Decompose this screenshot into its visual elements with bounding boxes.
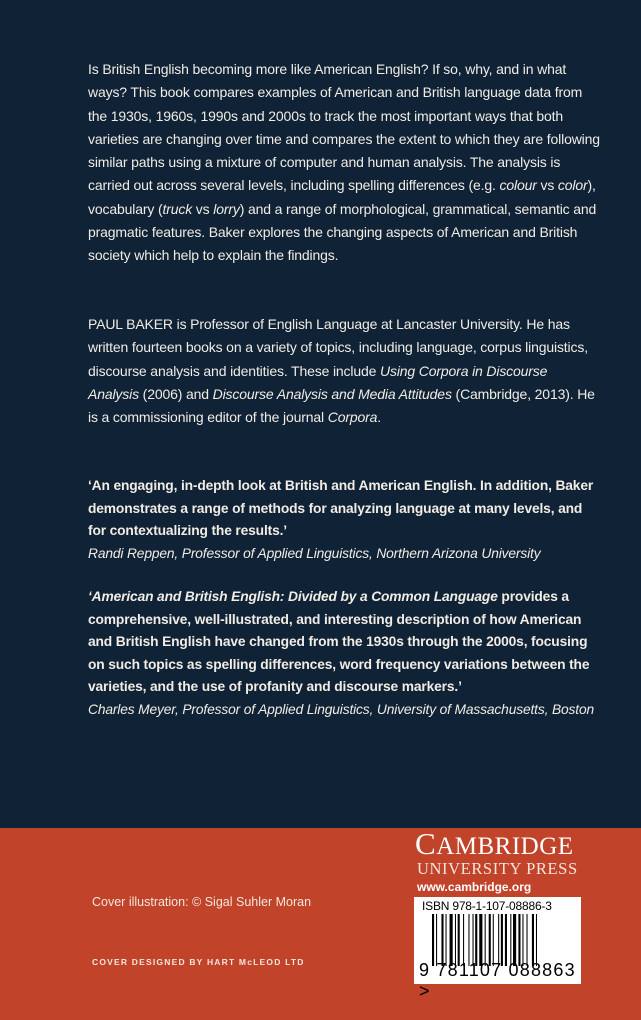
text-segment: Is British English becoming more like American English? If so, why, and in what ways? This book compares examples of American and British language data from the 1930s, 1960s, 1990s and 2000s to track the most important ways that both varieties are changing over time and compares the extent to which they are following similar paths using a mixture of computer and human analysis. The analysis is carried out across several levels, including spelling differences (e.g. [88,61,600,194]
italic-text-segment: Corpora [327,409,378,426]
text-segment: (2006) and [138,385,213,402]
barcode-bar [536,914,537,966]
barcode-bar [518,914,520,966]
author-bio [88,313,600,429]
publisher-url: www.cambridge.org [417,880,532,894]
italic-text-segment: Using Corpora in Discourse Analysis [88,362,548,402]
quote-attribution: Randi Reppen, Professor of Applied Linguistics, Northern Arizona University [88,545,541,561]
publisher-logo [415,826,574,861]
logo-name: AMBRIDGE [436,833,574,860]
text-segment: vs [536,177,558,194]
quote-attribution: Charles Meyer, Professor of Applied Linguistics, University of Massachusetts, Boston [88,701,595,717]
italic-text-segment: Discourse Analysis and Media Attitudes [212,385,452,402]
barcode-bar [489,914,491,966]
barcode-bar [446,914,447,966]
italic-text-segment: ‘American and British English: Divided by a Common Language [88,589,498,604]
quote-text [88,589,589,694]
book-blurb [88,58,600,268]
barcode-bar [455,914,456,966]
barcode-bar [479,914,482,966]
publisher-subtitle: UNIVERSITY PRESS [417,859,578,878]
logo-initial: C [415,826,437,861]
italic-text-segment: colour [499,177,537,194]
barcode-bar [450,914,453,966]
text-segment: ‘An engaging, in-depth look at British and American English. In addition, Baker demonstrates a range of methods for analyzing language at many levels, and for contextualizing the results.’ [88,478,594,539]
ean-number: 9 781107 088863 > [419,960,576,1001]
barcode-bar [510,914,511,966]
text-segment: ) and a range of morphological, grammatical, semantic and pragmatic features. Baker explores the changing aspects of American and British society which help to explain the findings. [88,200,597,264]
cover-designer-credit: COVER DESIGNED BY HART McLEOD LTD [92,957,305,967]
barcode-bar [505,914,507,966]
isbn-text: ISBN 978-1-107-08886-3 [422,899,552,913]
text-segment: PAUL BAKER is Professor of English Language at Lancaster University. He has written fourteen books on a variety of topics, including language, corpus linguistics, discourse analysis and identities. These include [88,316,588,379]
barcode-bar [493,914,494,966]
text-segment: vs [192,200,214,217]
text-segment: ), vocabulary ( [88,177,596,217]
text-segment: (Cambridge, 2013). He is a commissioning editor of the journal [88,385,595,426]
review-quote-1 [88,475,600,565]
text-segment: . [377,409,382,426]
barcode-bar [441,914,443,966]
barcode-bars [432,914,567,966]
barcode-bar [436,914,437,966]
barcode-bar [498,914,499,966]
barcode-bar [527,914,528,966]
text-segment: provides a comprehensive, well-illustrated, and interesting description of how American and British English have changed from the 1930s through the 2000s, focusing on such topics as spelling differences, word frequency variations between the varieties, and the use of profanity and discourse markers.’ [88,589,590,695]
quote-text [88,478,593,538]
barcode-bar [513,914,516,966]
barcode-bar [463,914,464,966]
barcode-bar [522,914,523,966]
barcode-bar [485,914,486,966]
review-quote-2 [88,586,600,722]
barcode-bar [475,914,477,966]
barcode-bar [473,914,474,966]
italic-text-segment: color [557,177,588,194]
barcode-bar [501,914,503,966]
italic-text-segment: lorry [213,200,240,217]
isbn-barcode [414,897,581,1001]
barcode-bar [432,914,434,966]
barcode-bar [458,914,460,966]
barcode-bar [468,914,469,966]
italic-text-segment: truck [162,200,193,217]
cover-illustration-credit: Cover illustration: © Sigal Suhler Moran [92,895,312,909]
barcode-bar [532,914,534,966]
